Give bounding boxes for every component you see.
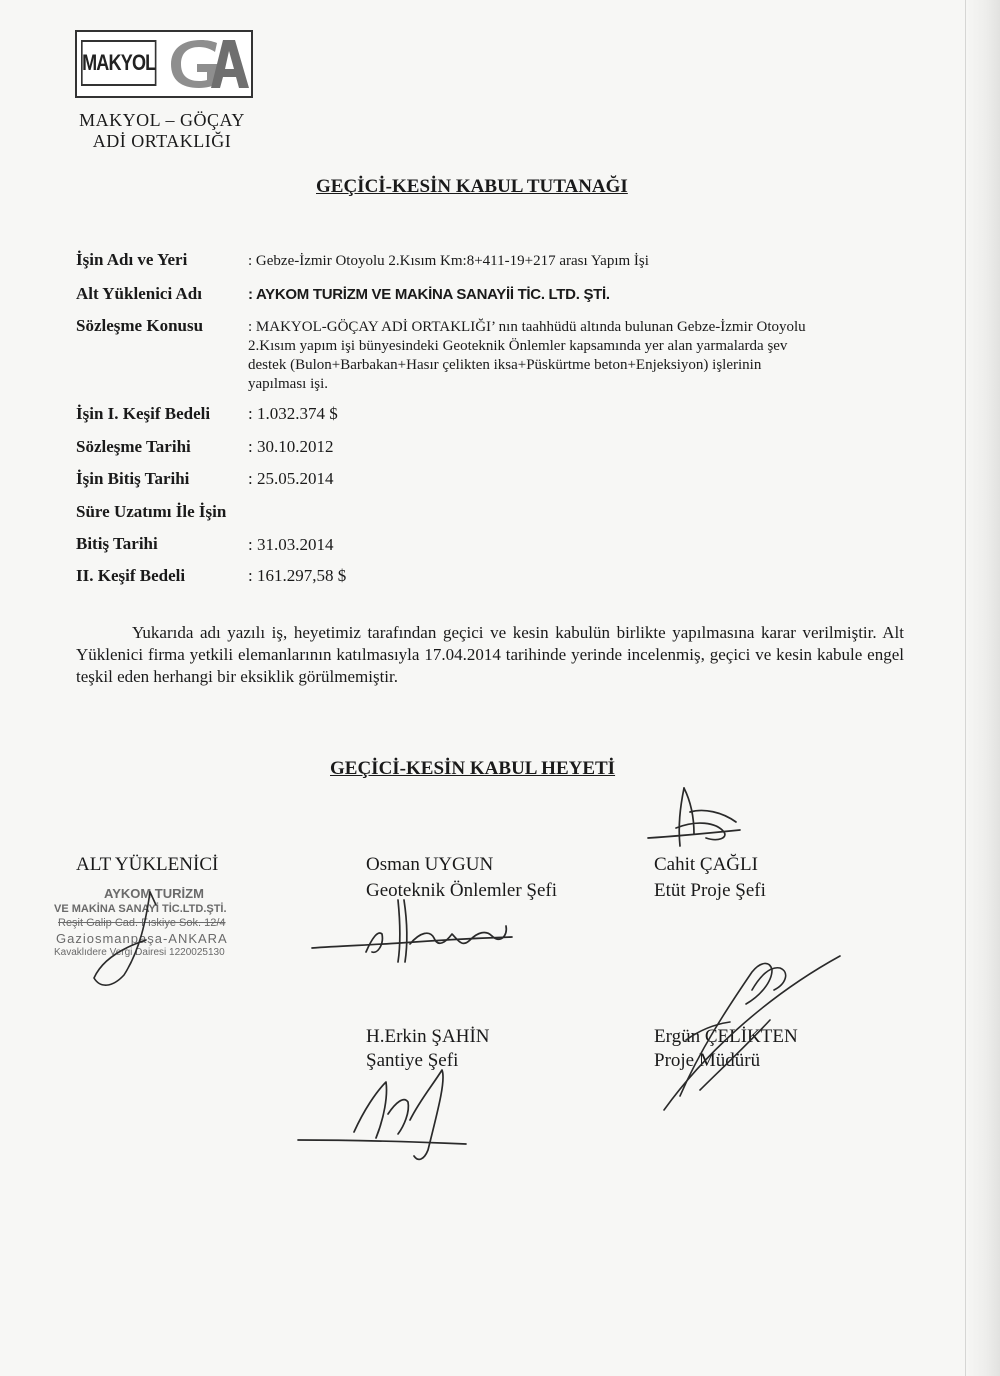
field-value-bitis-tarihi: : 25.05.2014 xyxy=(248,469,334,488)
signatory-celikten-name: Ergün ÇELİKTEN xyxy=(654,1026,798,1047)
field-label-sozlesme-tarihi: Sözleşme Tarihi xyxy=(76,437,191,456)
signatory-cagli-title: Etüt Proje Şefi xyxy=(654,880,766,901)
konusu-line: 2.Kısım yapım işi bünyesindeki Geoteknik Önlemler kapsamında yer alan yarmalarda şev xyxy=(248,338,788,354)
field-label-alt-yuklenici: Alt Yüklenici Adı xyxy=(76,284,202,303)
committee-title: GEÇİCİ-KESİN KABUL HEYETİ xyxy=(330,758,616,779)
stamp-line: Reşit Galip Cad. Fıskiye Sok. 12/4 xyxy=(58,917,226,929)
signatory-uygun-name: Osman UYGUN xyxy=(366,854,494,875)
signatory-cagli-name: Cahit ÇAĞLI xyxy=(654,854,758,875)
signatory-alt-yuklenici: ALT YÜKLENİCİ xyxy=(76,854,219,875)
signatory-sahin-title: Şantiye Şefi xyxy=(366,1050,459,1071)
signatory-celikten-title: Proje Müdürü xyxy=(654,1050,761,1071)
signatory-sahin-name: H.Erkin ŞAHİN xyxy=(366,1026,490,1047)
company-stamp xyxy=(54,886,280,966)
konusu-line: destek (Bulon+Barbakan+Hasır çelikten iksa+Püskürtme beton+Enjeksiyon) işlerinin xyxy=(248,357,762,373)
field-label-isin-adi: İşin Adı ve Yeri xyxy=(76,250,188,269)
field-label-kesif-2: II. Keşif Bedeli xyxy=(76,566,186,585)
field-value-alt-yuklenici: : AYKOM TURİZM VE MAKİNA SANAYİİ TİC. LTD. ŞTİ. xyxy=(248,286,610,303)
stamp-line: Gaziosmanpaşa-ANKARA xyxy=(56,931,228,946)
field-value-kesif-2: : 161.297,58 $ xyxy=(248,566,347,585)
org-name-line2: ADİ ORTAKLIĞI xyxy=(92,131,232,151)
field-value-sozlesme-konusu xyxy=(248,318,908,394)
field-label-kesif-1: İşin I. Keşif Bedeli xyxy=(76,404,211,423)
stamp-line: AYKOM TURİZM xyxy=(104,886,204,901)
signatory-uygun-title: Geoteknik Önlemler Şefi xyxy=(366,880,558,901)
field-label-sure-uzatimi-2: Bitiş Tarihi xyxy=(76,534,158,553)
field-value-sure-uzatimi: : 31.03.2014 xyxy=(248,535,334,554)
konusu-line: : MAKYOL-GÖÇAY ADİ ORTAKLIĞI’ nın taahhüdü altında bulunan Gebze-İzmir Otoyolu xyxy=(248,319,806,335)
org-name xyxy=(72,110,252,152)
page-edge-line xyxy=(965,0,966,1376)
field-label-sozlesme-konusu: Sözleşme Konusu xyxy=(76,316,204,335)
document-title: GEÇİCİ-KESİN KABUL TUTANAĞI xyxy=(316,176,628,197)
field-label-sure-uzatimi-1: Süre Uzatımı İle İşin xyxy=(76,502,227,521)
field-value-kesif-1: : 1.032.374 $ xyxy=(248,404,338,423)
field-label-bitis-tarihi: İşin Bitiş Tarihi xyxy=(76,469,190,488)
logo-makyol-text: MAKYOL xyxy=(81,40,156,86)
company-logo xyxy=(75,30,253,98)
konusu-line: yapılması işi. xyxy=(248,376,328,392)
signature-uygun xyxy=(312,900,512,962)
field-value-sozlesme-tarihi: : 30.10.2012 xyxy=(248,437,334,456)
body-paragraph: Yukarıda adı yazılı iş, heyetimiz tarafından geçici ve kesin kabulün birlikte yapılmasına karar verilmiştir. Alt Yüklenici firma yetkili elemanlarının katılmasıyla 17.04.2014 tarihinde yerinde incelenmiş, geçici ve kesin kabule engel teşkil eden herhangi bir eksiklik görülmemiştir. xyxy=(76,623,904,686)
org-name-line1: MAKYOL – GÖÇAY xyxy=(79,110,245,130)
logo-ga-mark xyxy=(167,34,249,92)
stamp-line: VE MAKİNA SANAYİ TİC.LTD.ŞTİ. xyxy=(54,903,227,915)
field-value-isin-adi: : Gebze-İzmir Otoyolu 2.Kısım Km:8+411-19+217 arası Yapım İşi xyxy=(248,253,649,269)
stamp-line: Kavaklıdere Vergi Dairesi 1220025130 xyxy=(54,947,225,958)
signature-sahin xyxy=(298,1070,466,1159)
signature-cagli xyxy=(648,788,740,846)
page-edge-shadow xyxy=(964,0,1000,1376)
